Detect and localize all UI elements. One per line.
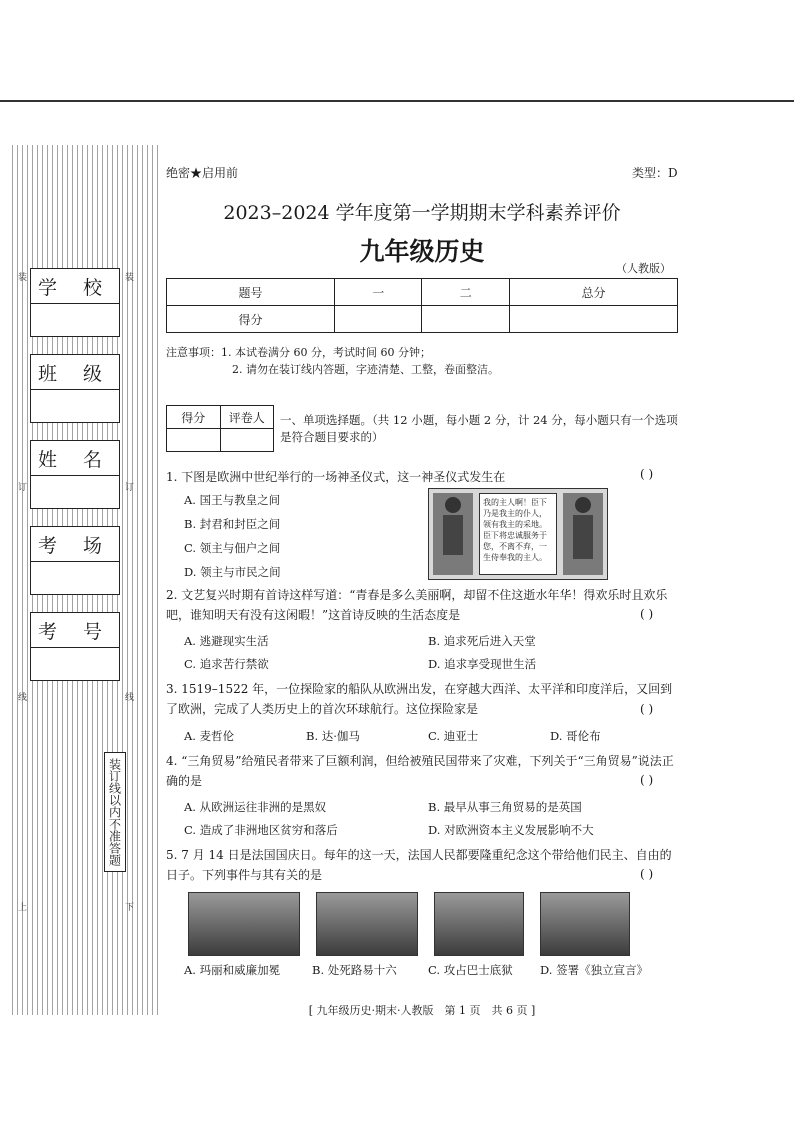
page-footer: [ 九年级历史·期末·人教版 第 1 页 共 6 页 ] <box>308 1004 536 1017</box>
option[interactable]: C. 攻占巴士底狱 <box>428 963 513 977</box>
name-field[interactable] <box>30 440 120 509</box>
option[interactable]: B. 达·伽马 <box>306 729 360 743</box>
grader-table <box>166 405 274 452</box>
option[interactable]: C. 迪亚士 <box>428 729 479 743</box>
binding-mark: 上 <box>18 903 28 913</box>
notice-item: 1. 本试卷满分 60 分，考试时间 60 分钟； <box>221 346 431 359</box>
binding-mark: 订 <box>125 483 135 493</box>
option[interactable]: A. 从欧洲运往非洲的是黑奴 <box>184 800 327 814</box>
class-label: 班 级 <box>31 355 119 390</box>
option[interactable]: B. 追求死后进入天堂 <box>428 634 536 648</box>
score-cell: 一 <box>335 279 422 306</box>
exam-title: 2023–2024 学年度第一学期期末学科素养评价 <box>223 202 621 224</box>
answer-paren[interactable]: ( ) <box>640 773 654 787</box>
option[interactable]: B. 最早从事三角贸易的是英国 <box>428 800 582 814</box>
answer-paren[interactable]: ( ) <box>640 467 654 481</box>
question-4-stem: 4. “三角贸易”给殖民者带来了巨额利润，但给被殖民国带来了灾难，下列关于“三角贸易”说法正确的是 <box>166 754 674 788</box>
option[interactable]: C. 追求苦行禁欲 <box>184 657 269 671</box>
notice-label: 注意事项： <box>166 346 221 359</box>
score-cell: 总分 <box>509 279 677 306</box>
binding-mark: 线 <box>18 693 28 703</box>
exam-number-label: 考 号 <box>31 613 119 648</box>
grader-name-label: 评卷人 <box>220 406 274 429</box>
grader-name-blank[interactable] <box>220 429 274 452</box>
speech-bubble: 我的主人啊！臣下乃是我主的仆人，领有我主的采地。臣下将忠诚服务于您，不离不弃，一生侍奉我的主人。 <box>479 493 557 575</box>
execution-image <box>316 892 418 956</box>
option[interactable]: A. 国王与教皇之间 <box>184 493 281 507</box>
homage-ceremony-illustration <box>428 488 608 580</box>
score-cell: 题号 <box>167 279 335 306</box>
exam-room-label: 考 场 <box>31 527 119 562</box>
answer-paren[interactable]: ( ) <box>640 867 654 881</box>
option[interactable]: A. 麦哲伦 <box>184 729 235 743</box>
binding-mark: 装 <box>18 273 28 283</box>
binding-mark: 订 <box>18 483 28 493</box>
option[interactable]: A. 逃避现实生活 <box>184 634 269 648</box>
binding-mark: 下 <box>125 903 135 913</box>
score-cell: 得分 <box>167 306 335 333</box>
grader-score-blank[interactable] <box>167 429 221 452</box>
class-field[interactable] <box>30 354 120 423</box>
declaration-image <box>540 892 630 956</box>
option[interactable]: D. 哥伦布 <box>550 729 601 743</box>
question-5-stem: 5. 7 月 14 日是法国国庆日。每年的这一天，法国人民都要隆重纪念这个带给他们民主、自由的日子。下列事件与其有关的是 <box>166 848 672 882</box>
exam-room-blank[interactable] <box>31 562 119 594</box>
notice-item: 2. 请勿在装订线内答题，字迹清楚、工整，卷面整洁。 <box>232 363 499 376</box>
section-title: 一、单项选择题。（共 12 小题，每小题 2 分，计 24 分，每小题只有一个选项是符合题目要求的） <box>280 413 678 444</box>
question-3-stem: 3. 1519–1522 年，一位探险家的船队从欧洲出发，在穿越大西洋、太平洋和印度洋后，又回到了欧洲，完成了人类历史上的首次环球航行。这位探险家是 <box>166 682 673 716</box>
exam-number-blank[interactable] <box>31 648 119 680</box>
bastille-image <box>434 892 524 956</box>
edition-label: （人教版） <box>616 262 671 275</box>
top-rule <box>0 100 794 102</box>
score-table-header-row <box>167 279 678 306</box>
option[interactable]: C. 造成了非洲地区贫穷和落后 <box>184 823 338 837</box>
name-label: 姓 名 <box>31 441 119 476</box>
option[interactable]: C. 领主与佃户之间 <box>184 541 281 555</box>
score-table <box>166 278 678 333</box>
binding-mark: 线 <box>125 693 135 703</box>
score-cell: 二 <box>422 279 509 306</box>
coronation-image <box>188 892 300 956</box>
option[interactable]: D. 领主与市民之间 <box>184 565 281 579</box>
option[interactable]: D. 对欧洲资本主义发展影响不大 <box>428 823 594 837</box>
score-blank[interactable] <box>509 306 677 333</box>
score-blank[interactable] <box>335 306 422 333</box>
notice <box>166 344 499 378</box>
question-2-stem: 2. 文艺复兴时期有首诗这样写道：“青春是多么美丽啊，却留不住这逝水年华！得欢乐时且欢乐吧，谁知明天有没有这闲暇！”这首诗反映的生活态度是 <box>166 588 668 622</box>
class-blank[interactable] <box>31 390 119 422</box>
answer-paren[interactable]: ( ) <box>640 702 654 716</box>
score-table-score-row <box>167 306 678 333</box>
exam-number-field[interactable] <box>30 612 120 681</box>
option[interactable]: D. 追求享受现世生活 <box>428 657 537 671</box>
score-blank[interactable] <box>422 306 509 333</box>
option[interactable]: D. 签署《独立宣言》 <box>540 963 649 977</box>
no-answer-note: 装订线以内不准答题 <box>104 752 126 872</box>
grader-score-label: 得分 <box>167 406 221 429</box>
option[interactable]: A. 玛丽和威廉加冕 <box>184 963 281 977</box>
answer-paren[interactable]: ( ) <box>640 607 654 621</box>
option[interactable]: B. 处死路易十六 <box>312 963 397 977</box>
school-field[interactable] <box>30 268 120 337</box>
exam-room-field[interactable] <box>30 526 120 595</box>
school-label: 学 校 <box>31 269 119 304</box>
paper-type: 类型：D <box>632 166 678 180</box>
binding-mark: 装 <box>125 273 135 283</box>
exam-subject: 九年级历史 <box>359 237 485 266</box>
option[interactable]: B. 封君和封臣之间 <box>184 517 281 531</box>
confidential-mark: 绝密★启用前 <box>166 166 239 180</box>
school-blank[interactable] <box>31 304 119 336</box>
name-blank[interactable] <box>31 476 119 508</box>
question-1-stem: 1. 下图是欧洲中世纪举行的一场神圣仪式，这一神圣仪式发生在 <box>166 470 506 484</box>
